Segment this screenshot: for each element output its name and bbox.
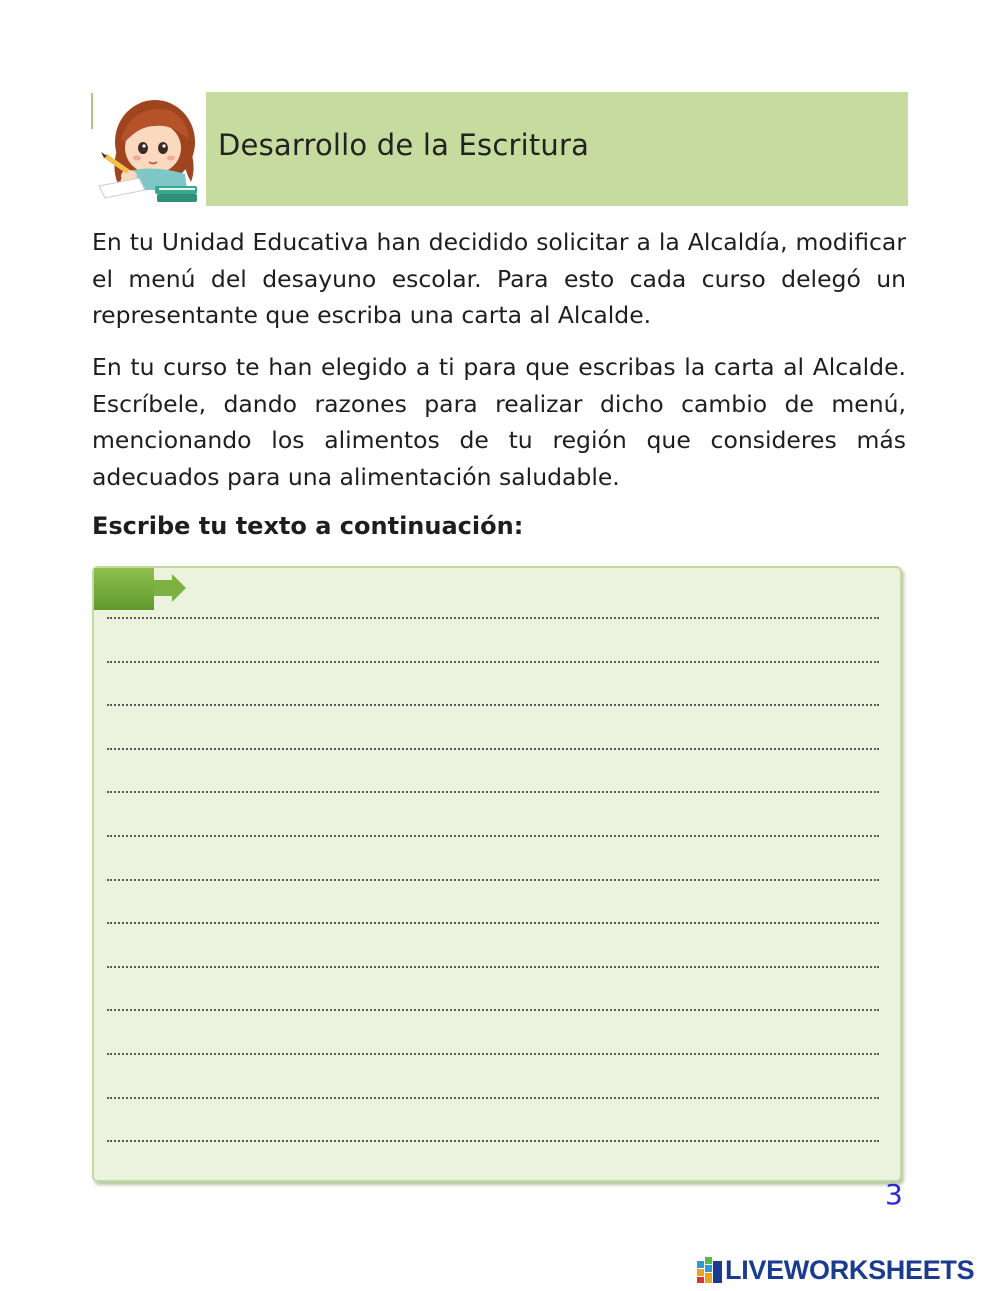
answer-textarea[interactable]: [104, 600, 888, 1164]
page-title: Desarrollo de la Escritura: [218, 128, 590, 162]
header-accent-bar: [91, 93, 93, 129]
liveworksheets-mark-icon: [697, 1257, 723, 1283]
page-number: 3: [885, 1178, 903, 1211]
liveworksheets-logo-text: LIVEWORKSHEETS: [725, 1254, 975, 1285]
liveworksheets-logo[interactable]: [697, 1255, 974, 1285]
instruction-paragraph-2: En tu curso te han elegido a ti para que escribas la carta al Alcalde. Escríbele, dando razones para realizar dicho cambio de menú, mencionando los alimentos de tu región que consideres más adecuados para una alimentación saludable.: [92, 353, 906, 491]
writing-prompt: Escribe tu texto a continuación:: [92, 512, 524, 540]
girl-writing-illustration: [95, 90, 207, 208]
instruction-paragraph-1: En tu Unidad Educativa han decidido solicitar a la Alcaldía, modificar el menú del desayuno escolar. Para esto cada curso delegó un representante que escriba una carta al Alcalde.: [92, 228, 906, 329]
